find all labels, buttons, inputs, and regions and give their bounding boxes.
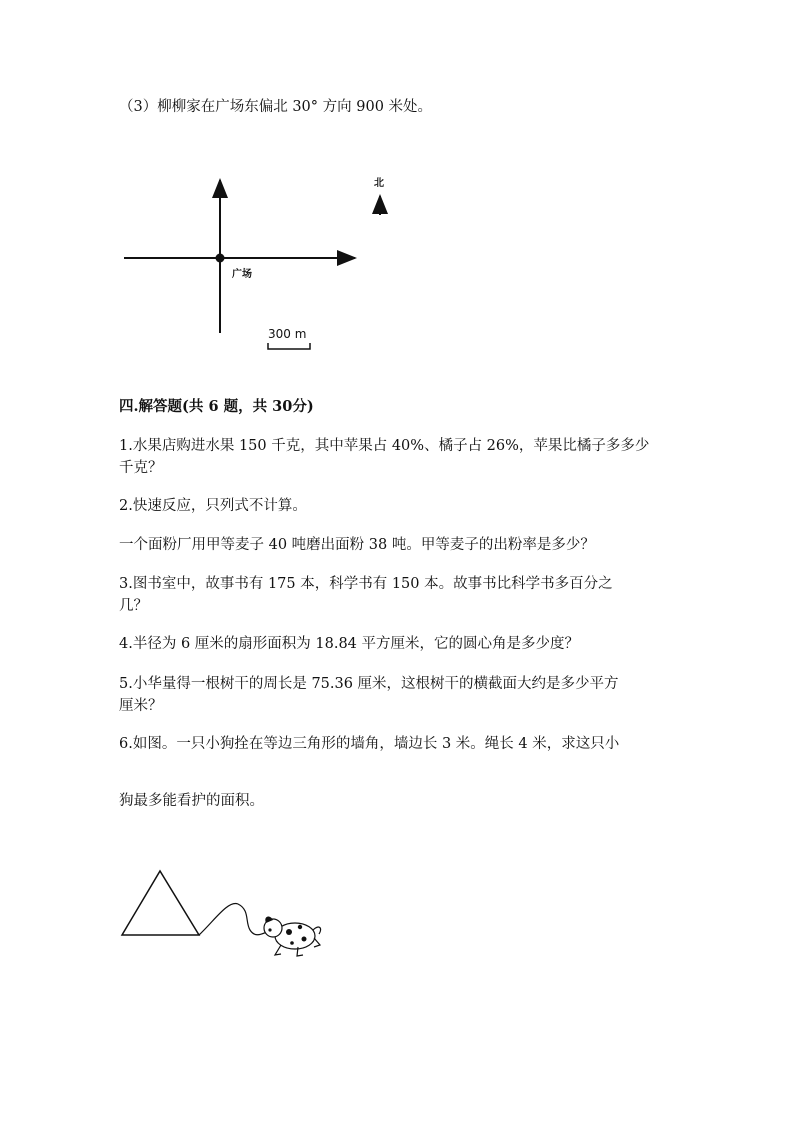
triangle-dog-illustration	[0, 850, 794, 970]
question-1-line-2: 千克？	[119, 460, 163, 476]
plaza-label: 广场	[232, 269, 252, 280]
scale-bar	[268, 343, 310, 349]
north-label: 北	[374, 178, 384, 189]
question-5-line-2: 厘米？	[119, 698, 163, 714]
question-3-line-2: 几？	[119, 598, 148, 614]
plaza-point	[216, 254, 225, 263]
question-5-line-1: 5.小华量得一根树干的周长是 75.36 厘米，这根树干的横截面大约是多少平方	[119, 676, 619, 692]
rope	[199, 904, 267, 935]
question-6-line-2: 狗最多能看护的面积。	[119, 793, 264, 809]
scale-label: 300 m	[268, 327, 307, 341]
section-title: 四.解答题(共 6 题，共 30分)	[119, 398, 314, 415]
equilateral-triangle	[122, 871, 199, 935]
problem-3-text: （3）柳柳家在广场东偏北 30° 方向 900 米处。	[119, 99, 433, 115]
question-1-line-1: 1.水果店购进水果 150 千克，其中苹果占 40%、橘子占 26%，苹果比橘子多多少	[119, 438, 650, 454]
question-2-line-2: 一个面粉厂用甲等麦子 40 吨磨出面粉 38 吨。甲等麦子的出粉率是多少？	[119, 537, 595, 553]
map-diagram	[0, 0, 794, 380]
question-2-line-1: 2.快速反应，只列式不计算。	[119, 498, 307, 514]
dog-icon	[264, 916, 321, 956]
question-6-line-1: 6.如图。一只小狗拴在等边三角形的墙角，墙边长 3 米。绳长 4 米，求这只小	[119, 736, 620, 752]
question-3-line-1: 3.图书室中，故事书有 175 本，科学书有 150 本。故事书比科学书多百分之	[119, 576, 613, 592]
question-4-line-1: 4.半径为 6 厘米的扇形面积为 18.84 平方厘米，它的圆心角是多少度？	[119, 636, 580, 652]
